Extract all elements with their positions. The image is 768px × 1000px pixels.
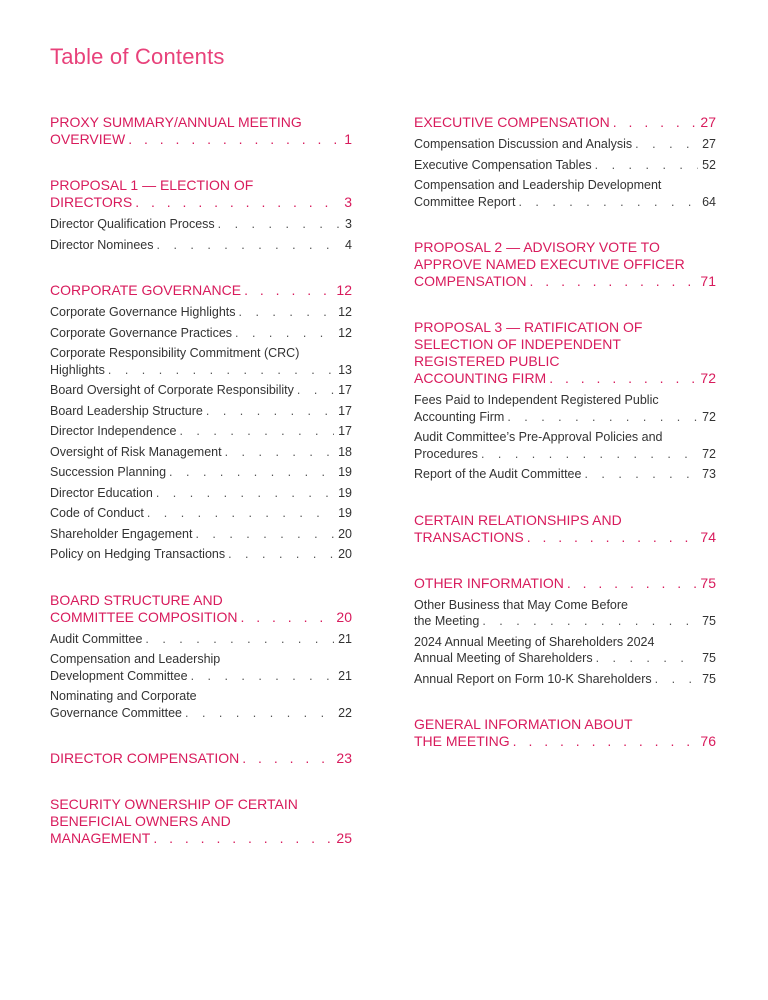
entry-page-number: 21: [338, 631, 352, 646]
toc-entry-link[interactable]: [50, 345, 352, 378]
dot-leader: [195, 526, 334, 543]
section-leader-row: [50, 830, 352, 847]
toc-entry-link[interactable]: [414, 136, 716, 153]
toc-entry-link[interactable]: [50, 403, 352, 420]
entry-title: Audit Committee: [50, 631, 143, 646]
dot-leader: [206, 403, 334, 420]
entry-title: Development Committee: [50, 668, 188, 683]
entry-page-number: 18: [338, 444, 352, 459]
dot-leader: [507, 409, 698, 426]
entry-page-number: 12: [338, 305, 352, 319]
section-title-line: SECURITY OWNERSHIP OF CERTAIN: [50, 796, 298, 812]
dot-leader: [153, 830, 332, 847]
entry-leader-row: [50, 237, 352, 254]
section-leader-row: [50, 282, 352, 299]
entry-title: Highlights: [50, 362, 105, 377]
entry-title: Shareholder Engagement: [50, 526, 193, 541]
dot-leader: [218, 216, 341, 233]
entry-title: Director Independence: [50, 424, 177, 438]
entry-page-number: 75: [702, 671, 716, 686]
section-title: DIRECTORS: [50, 194, 133, 210]
dot-leader: [635, 136, 698, 153]
entry-page-number: 72: [702, 446, 716, 461]
toc-entry-link[interactable]: [50, 546, 352, 563]
section-title: DIRECTOR COMPENSATION: [50, 750, 240, 766]
dot-leader: [530, 273, 697, 290]
section-title-line: SELECTION OF INDEPENDENT: [414, 336, 621, 352]
section-page-number: 27: [700, 114, 716, 130]
entry-page-number: 3: [345, 217, 352, 231]
entry-title: Report of the Audit Committee: [414, 467, 582, 481]
entry-title: Director Nominees: [50, 237, 154, 252]
section-leader-row: [50, 750, 352, 767]
section-heading-link[interactable]: [414, 512, 716, 546]
entry-leader-row: [50, 705, 352, 722]
entry-title: Succession Planning: [50, 465, 167, 479]
entry-title: Executive Compensation Tables: [414, 157, 592, 172]
entry-leader-row: [50, 325, 352, 342]
entry-leader-row: [50, 485, 352, 502]
toc-column-right: [414, 114, 716, 779]
dot-leader: [549, 370, 696, 387]
entry-page-number: 20: [338, 547, 352, 561]
section-leader-row: [414, 733, 716, 750]
dot-leader: [191, 668, 335, 685]
section-title-line: APPROVE NAMED EXECUTIVE OFFICER: [414, 256, 685, 272]
section-title: EXECUTIVE COMPENSATION: [414, 114, 610, 130]
entry-title: Governance Committee: [50, 705, 183, 720]
dot-leader: [567, 575, 697, 592]
section-heading-link[interactable]: [50, 177, 352, 211]
section-title: CORPORATE GOVERNANCE: [50, 282, 242, 298]
entry-title-line: Compensation and Leadership Development: [414, 178, 662, 192]
entry-leader-row: [414, 157, 716, 174]
page-title: Table of Contents: [50, 44, 225, 69]
dot-leader: [297, 382, 334, 399]
entry-leader-row: [50, 304, 352, 321]
entry-page-number: 75: [702, 614, 716, 628]
entry-leader-row: [50, 631, 352, 648]
dot-leader: [225, 444, 334, 461]
section-page-number: 71: [700, 273, 716, 289]
entry-leader-row: [414, 671, 716, 688]
toc-section: [414, 239, 716, 290]
toc-entry-link[interactable]: [50, 423, 352, 440]
dot-leader: [481, 446, 698, 463]
entry-title: Procedures: [414, 446, 478, 461]
section-title-line: BENEFICIAL OWNERS AND: [50, 813, 231, 829]
entry-leader-row: [50, 423, 352, 440]
toc-section: [50, 282, 352, 563]
entry-leader-row: [50, 546, 352, 563]
toc-entry-link[interactable]: [50, 304, 352, 321]
entry-title-line: Corporate Responsibility Commitment (CRC): [50, 346, 300, 360]
entry-page-number: 17: [338, 383, 352, 397]
section-title: COMPENSATION: [414, 273, 527, 289]
toc-entry-link[interactable]: [414, 466, 716, 483]
entry-title: Director Education: [50, 485, 153, 500]
section-title: COMMITTEE COMPOSITION: [50, 608, 238, 625]
section-title: OTHER INFORMATION: [414, 574, 564, 591]
entry-title-line: Nominating and Corporate: [50, 689, 197, 703]
section-page-number: 76: [700, 733, 716, 749]
section-title: THE MEETING: [414, 733, 510, 749]
entry-leader-row: [50, 668, 352, 685]
dot-leader: [128, 131, 340, 148]
entry-title: Accounting Firm: [414, 409, 505, 424]
section-leader-row: [414, 529, 716, 546]
entry-page-number: 17: [338, 424, 352, 438]
section-title-line: PROPOSAL 3 — RATIFICATION OF: [414, 319, 643, 335]
section-leader-row: [414, 370, 716, 387]
dot-leader: [169, 464, 334, 481]
toc-entry-link[interactable]: [414, 597, 716, 630]
entry-page-number: 75: [702, 651, 716, 665]
toc-section: [414, 319, 716, 483]
dot-leader: [147, 505, 334, 522]
entry-title-line: Other Business that May Come Before: [414, 597, 628, 612]
toc-section: [414, 716, 716, 750]
dot-leader: [185, 705, 334, 722]
section-title-line: BOARD STRUCTURE AND: [50, 591, 223, 608]
entry-page-number: 13: [338, 362, 352, 377]
toc-entry-link[interactable]: [50, 216, 352, 233]
entry-page-number: 19: [338, 485, 352, 500]
section-leader-row: [414, 575, 716, 592]
entry-leader-row: [414, 409, 716, 426]
section-heading-link[interactable]: [50, 750, 352, 767]
toc-section: [50, 114, 352, 148]
entry-page-number: 4: [345, 237, 352, 252]
toc-section: [414, 114, 716, 210]
dot-leader: [240, 609, 332, 626]
dot-leader: [157, 237, 342, 254]
entry-leader-row: [414, 466, 716, 483]
entry-leader-row: [414, 194, 716, 211]
section-page-number: 23: [336, 750, 352, 766]
section-heading-link[interactable]: [414, 239, 716, 290]
toc-entry-link[interactable]: [50, 382, 352, 399]
entry-page-number: 19: [338, 465, 352, 479]
entry-leader-row: [50, 526, 352, 543]
section-leader-row: [50, 194, 352, 211]
entry-page-number: 22: [338, 705, 352, 720]
toc-entry-link[interactable]: [50, 237, 352, 254]
entry-title: Director Qualification Process: [50, 217, 215, 231]
toc-entry-link[interactable]: [50, 631, 352, 648]
dot-leader: [145, 631, 334, 648]
section-title-line: GENERAL INFORMATION ABOUT: [414, 716, 633, 732]
section-leader-row: [50, 609, 352, 626]
entry-page-number: 21: [338, 668, 352, 683]
entry-title: Board Oversight of Corporate Responsibility: [50, 383, 294, 397]
entry-leader-row: [50, 403, 352, 420]
toc-entry-link[interactable]: [414, 157, 716, 174]
dot-leader: [235, 325, 334, 342]
toc-entry-link[interactable]: [414, 671, 716, 688]
entry-title: Oversight of Risk Management: [50, 444, 222, 459]
dot-leader: [527, 529, 697, 546]
toc-column-left: [50, 114, 352, 876]
section-title-line: PROPOSAL 1 — ELECTION OF: [50, 177, 254, 193]
section-title: TRANSACTIONS: [414, 528, 524, 545]
section-heading-link[interactable]: [50, 282, 352, 299]
entry-page-number: 17: [338, 403, 352, 418]
entry-title-line: Fees Paid to Independent Registered Public: [414, 393, 659, 407]
dot-leader: [613, 114, 697, 131]
entry-page-number: 27: [702, 137, 716, 151]
dot-leader: [228, 546, 334, 563]
dot-leader: [242, 750, 332, 767]
section-title: ACCOUNTING FIRM: [414, 370, 547, 386]
entry-title: Board Leadership Structure: [50, 403, 203, 418]
dot-leader: [244, 282, 332, 299]
section-page-number: 74: [700, 528, 716, 545]
dot-leader: [239, 304, 335, 321]
section-page-number: 12: [336, 282, 352, 298]
entry-title: Corporate Governance Practices: [50, 325, 233, 340]
toc-section: [414, 512, 716, 546]
section-title: OVERVIEW: [50, 131, 126, 147]
entry-title: the Meeting: [414, 614, 480, 628]
entry-title-line: Audit Committee’s Pre-Approval Policies and: [414, 430, 663, 444]
entry-title-line: Compensation and Leadership: [50, 652, 221, 666]
entry-leader-row: [50, 382, 352, 399]
entry-leader-row: [414, 613, 716, 630]
toc-section: [50, 796, 352, 847]
entry-title: Compensation Discussion and Analysis: [414, 137, 633, 151]
toc-section: [50, 177, 352, 253]
entry-leader-row: [50, 216, 352, 233]
entry-title: Annual Meeting of Shareholders: [414, 651, 593, 665]
entry-page-number: 73: [702, 467, 716, 481]
section-leader-row: [414, 114, 716, 131]
entry-leader-row: [414, 650, 716, 667]
section-page-number: 1: [344, 131, 352, 147]
dot-leader: [584, 466, 698, 483]
entry-page-number: 64: [702, 194, 716, 209]
section-page-number: 3: [344, 194, 352, 210]
entry-leader-row: [50, 505, 352, 522]
entry-title: Committee Report: [414, 194, 516, 209]
section-heading-link[interactable]: [414, 575, 716, 592]
section-heading-link[interactable]: [414, 716, 716, 750]
dot-leader: [595, 157, 698, 174]
section-heading-link[interactable]: [50, 592, 352, 626]
section-title: MANAGEMENT: [50, 830, 151, 846]
toc-entry-link[interactable]: [50, 526, 352, 543]
dot-leader: [135, 194, 340, 211]
section-heading-link[interactable]: [414, 114, 716, 131]
entry-page-number: 52: [702, 157, 716, 172]
entry-title: Annual Report on Form 10-K Shareholders: [414, 671, 652, 686]
dot-leader: [518, 194, 698, 211]
section-page-number: 20: [336, 608, 352, 625]
entry-page-number: 19: [338, 506, 352, 520]
section-page-number: 72: [700, 370, 716, 386]
dot-leader: [513, 733, 697, 750]
dot-leader: [655, 671, 698, 688]
entry-title: Policy on Hedging Transactions: [50, 547, 226, 561]
section-title-line: CERTAIN RELATIONSHIPS AND: [414, 511, 622, 528]
toc-entry-link[interactable]: [50, 464, 352, 481]
entry-leader-row: [50, 362, 352, 379]
entry-leader-row: [414, 446, 716, 463]
entry-leader-row: [414, 136, 716, 153]
section-heading-link[interactable]: [414, 319, 716, 387]
toc-section: [414, 575, 716, 688]
entry-page-number: 12: [338, 325, 352, 340]
dot-leader: [156, 485, 334, 502]
entry-leader-row: [50, 444, 352, 461]
section-title-line: PROPOSAL 2 — ADVISORY VOTE TO: [414, 239, 660, 255]
section-title-line: REGISTERED PUBLIC: [414, 353, 560, 369]
dot-leader: [179, 423, 334, 440]
toc-entry-link[interactable]: [414, 392, 716, 425]
toc-section: [50, 750, 352, 767]
section-heading-link[interactable]: [50, 796, 352, 847]
entry-leader-row: [50, 464, 352, 481]
section-heading-link[interactable]: [50, 114, 352, 148]
entry-page-number: 20: [338, 526, 352, 541]
entry-page-number: 72: [702, 409, 716, 424]
toc-section: [50, 592, 352, 722]
dot-leader: [108, 362, 334, 379]
section-page-number: 75: [700, 574, 716, 591]
toc-entry-link[interactable]: [50, 505, 352, 522]
toc-entry-link[interactable]: [50, 485, 352, 502]
dot-leader: [596, 650, 699, 667]
toc-entry-link[interactable]: [50, 688, 352, 721]
section-leader-row: [414, 273, 716, 290]
dot-leader: [482, 613, 698, 630]
entry-title-line: 2024 Annual Meeting of Shareholders 2024: [414, 634, 655, 649]
toc-entry-link[interactable]: [50, 651, 352, 684]
toc-entry-link[interactable]: [50, 444, 352, 461]
entry-title: Code of Conduct: [50, 506, 144, 520]
section-title-line: PROXY SUMMARY/ANNUAL MEETING: [50, 114, 302, 130]
section-leader-row: [50, 131, 352, 148]
section-page-number: 25: [336, 830, 352, 846]
toc-entry-link[interactable]: [414, 634, 716, 667]
toc-entry-link[interactable]: [414, 177, 716, 210]
toc-entry-link[interactable]: [50, 325, 352, 342]
entry-title: Corporate Governance Highlights: [50, 305, 236, 319]
toc-entry-link[interactable]: [414, 429, 716, 462]
